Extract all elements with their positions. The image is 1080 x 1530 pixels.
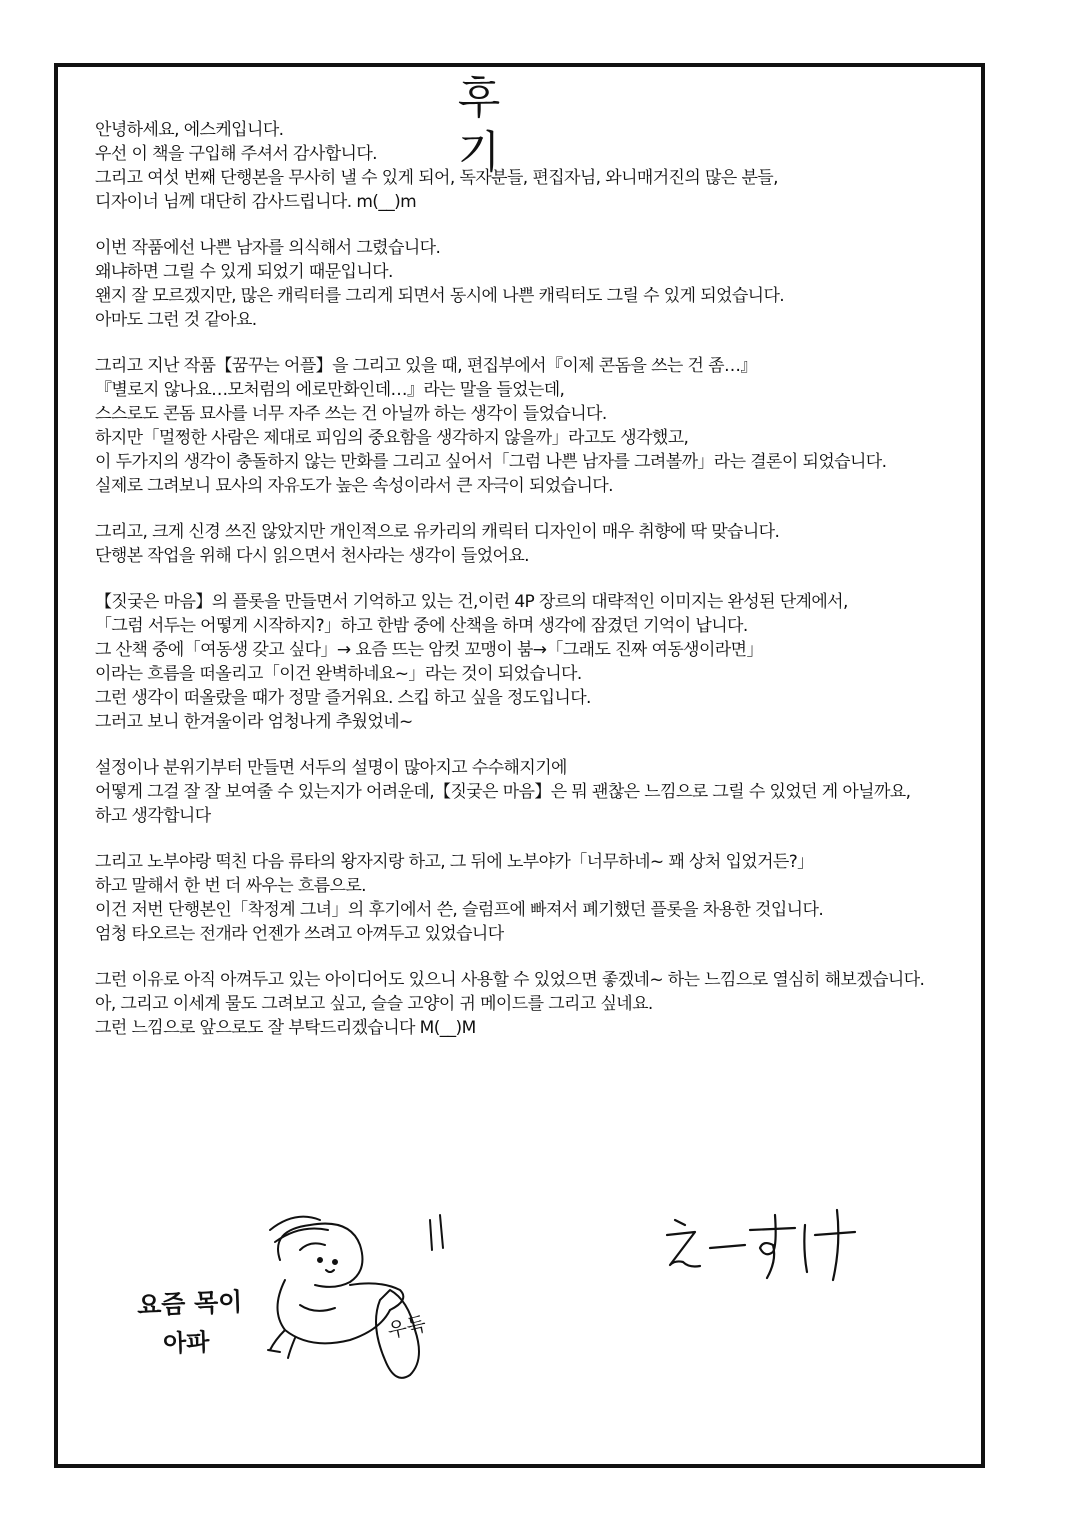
text-line: 【짓궂은 마음】의 플롯을 만들면서 기억하고 있는 건,이런 4P 장르의 대략적인 이미지는 완성된 단계에서, [95,592,848,612]
text-line: 우선 이 책을 구입해 주셔서 감사합니다. [95,144,377,164]
author-signature [655,1190,875,1290]
text-line: 그리고 여섯 번째 단행본을 무사히 낼 수 있게 되어, 독자분들, 편집자님, 와니매거진의 많은 분들, [95,168,778,188]
paragraph [95,850,975,946]
doodle-caption: 아파 [162,1328,210,1358]
text-line: 실제로 그려보니 묘사의 자유도가 높은 속성이라서 큰 자극이 되었습니다. [95,476,613,496]
text-line: 하고 생각합니다 [95,806,211,826]
text-line: 단행본 작업을 위해 다시 읽으면서 천사라는 생각이 들었어요. [95,546,529,566]
text-line: 그러고 보니 한겨울이라 엄청나게 추웠었네~ [95,712,413,732]
text-line: 왠지 잘 모르겠지만, 많은 캐릭터를 그리게 되면서 동시에 나쁜 캐릭터도 그릴 수 있게 되었습니다. [95,286,785,306]
text-line: 그리고, 크게 신경 쓰진 않았지만 개인적으로 유카리의 캐릭터 디자인이 매우 취향에 딱 맞습니다. [95,522,780,542]
character-doodle [240,1190,470,1390]
text-line: 이라는 흐름을 떠올리고「이건 완벽하네요~」라는 것이 되었습니다. [95,664,582,684]
afterword-body [95,118,975,1062]
text-line: 이번 작품에선 나쁜 남자를 의식해서 그렸습니다. [95,238,441,258]
text-line: 엄청 타오르는 전개라 언젠가 쓰려고 아껴두고 있었습니다 [95,924,504,944]
text-line: 이 두가지의 생각이 충돌하지 않는 만화를 그리고 싶어서「그럼 나쁜 남자를 그려볼까」라는 결론이 되었습니다. [95,452,887,472]
paragraph [95,590,975,734]
text-line: 그 산책 중에「여동생 갖고 싶다」→ 요즘 뜨는 암컷 꼬맹이 붐→「그래도 진짜 여동생이라면」 [95,640,763,660]
page-title: 후 기 [457,73,523,178]
paragraph [95,118,975,214]
text-line: 「그럼 서두는 어떻게 시작하지?」하고 한밤 중에 산책을 하며 생각에 잠겼던 기억이 납니다. [95,616,748,636]
text-line: 스스로도 콘돔 묘사를 너무 자주 쓰는 건 아닐까 하는 생각이 들었습니다. [95,404,607,424]
doodle-caption: 요즘 목이 [136,1287,243,1320]
text-line: 어떻게 그걸 잘 잘 보여줄 수 있는지가 어려운데,【짓궂은 마음】은 뭐 괜찮은 느낌으로 그릴 수 있었던 게 아닐까요, [95,782,911,802]
text-line: 하지만「멀쩡한 사람은 제대로 피임의 중요함을 생각하지 않을까」라고도 생각했고, [95,428,689,448]
paragraph [95,354,975,498]
text-line: 아마도 그런 것 같아요. [95,310,257,330]
paragraph [95,968,975,1040]
paragraph [95,756,975,828]
text-line: 왜냐하면 그릴 수 있게 되었기 때문입니다. [95,262,393,282]
paragraph [95,520,975,568]
speech-bubble-text: 우득 [385,1311,429,1343]
text-line: 이건 저번 단행본인「착정계 그녀」의 후기에서 쓴, 슬럼프에 빠져서 폐기했던 플롯을 차용한 것입니다. [95,900,824,920]
paragraph [95,236,975,332]
text-line: 아, 그리고 이세계 물도 그려보고 싶고, 슬슬 고양이 귀 메이드를 그리고 싶네요. [95,994,653,1014]
text-line: 안녕하세요, 에스케입니다. [95,120,284,140]
text-line: 그런 이유로 아직 아껴두고 있는 아이디어도 있으니 사용할 수 있었으면 좋겠네~ 하는 느낌으로 열심히 해보겠습니다. [95,970,925,990]
text-line: 그리고 지난 작품【꿈꾸는 어플】을 그리고 있을 때, 편집부에서『이제 콘돔을 쓰는 건 좀…』 [95,356,757,376]
text-line: 그리고 노부야랑 떡친 다음 류타의 왕자지랑 하고, 그 뒤에 노부야가「너무하네~ 꽤 상처 입었거든?」 [95,852,814,872]
text-line: 『별로지 않나요…모처럼의 에로만화인데…』라는 말을 들었는데, [95,380,565,400]
text-line: 디자이너 님께 대단히 감사드립니다. m(__)m [95,192,417,212]
text-line: 하고 말해서 한 번 더 싸우는 흐름으로. [95,876,366,896]
text-line: 그런 느낌으로 앞으로도 잘 부탁드리겠습니다 M(__)M [95,1018,476,1038]
text-line: 그런 생각이 떠올랐을 때가 정말 즐거워요. 스킵 하고 싶을 정도입니다. [95,688,591,708]
text-line: 설정이나 분위기부터 만들면 서두의 설명이 많아지고 수수해지기에 [95,758,567,778]
